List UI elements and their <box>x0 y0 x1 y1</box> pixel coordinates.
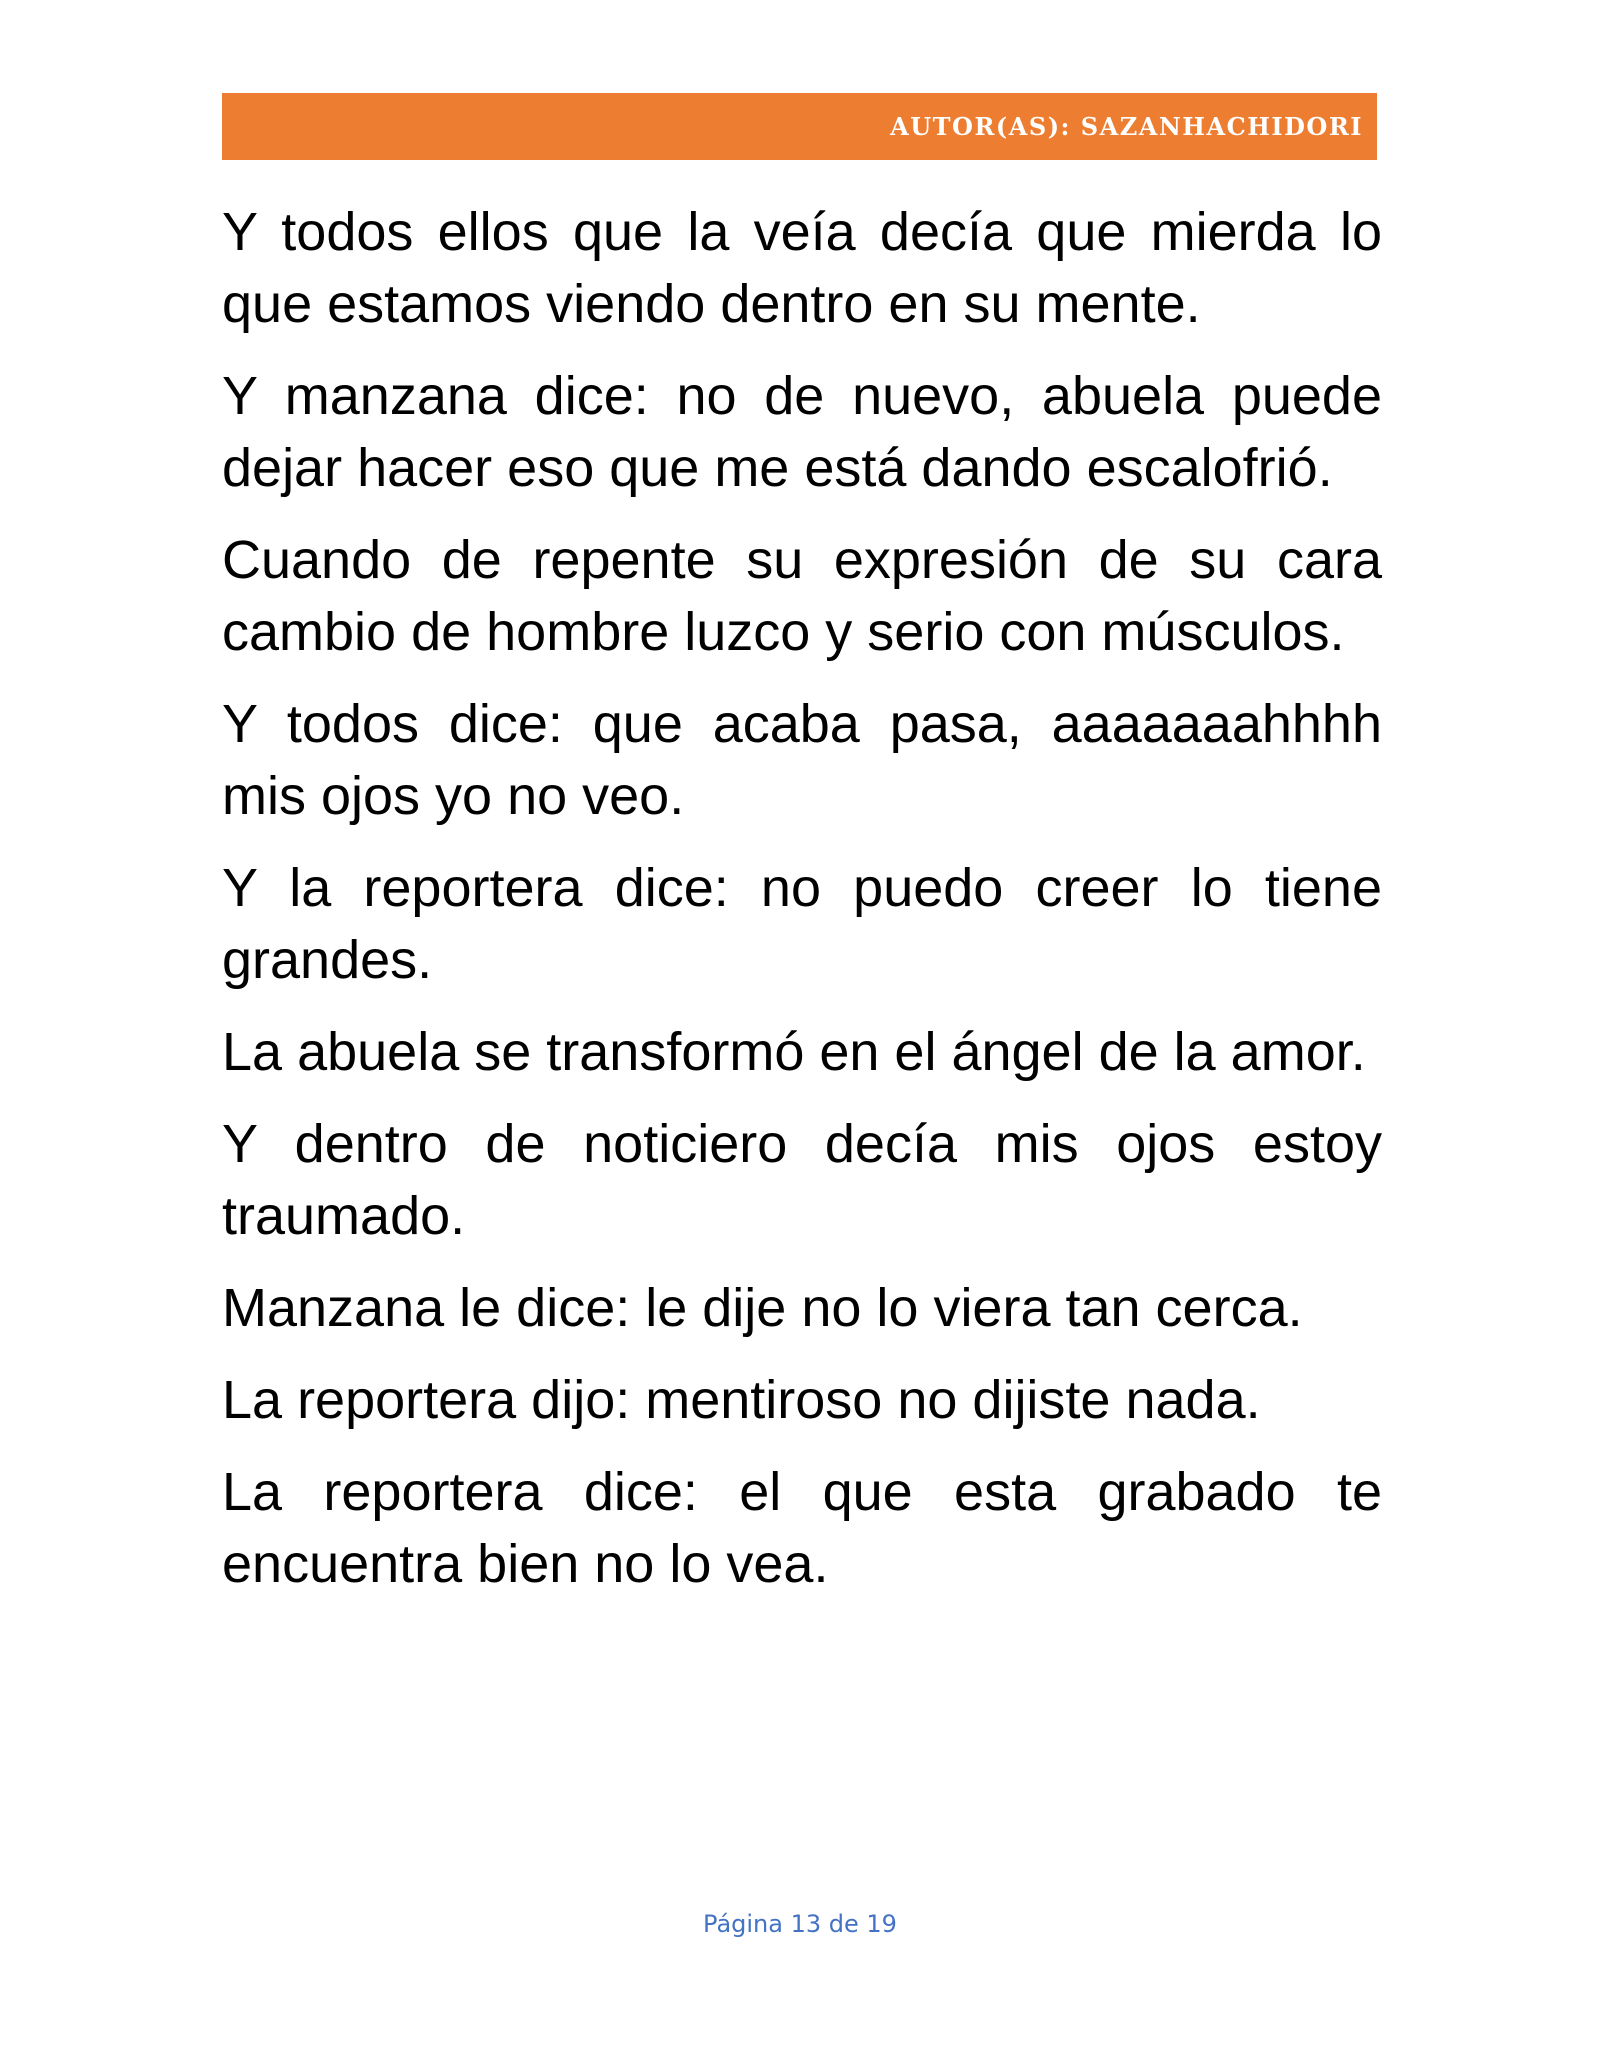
page-number: Página 13 de 19 <box>703 1910 897 1938</box>
paragraph: La reportera dijo: mentiroso no dijiste nada. <box>222 1370 1261 1430</box>
paragraph: Manzana le dice: le dije no lo viera tan cerca. <box>222 1278 1303 1338</box>
paragraph: Y todos ellos que la veía decía que mierda lo que estamos viendo dentro en su mente. <box>222 202 1382 334</box>
paragraph: Y la reportera dice: no puedo creer lo tiene grandes. <box>222 858 1382 990</box>
paragraph: La reportera dice: el que esta grabado te encuentra bien no lo vea. <box>222 1462 1382 1594</box>
paragraph: La abuela se transformó en el ángel de la amor. <box>222 1022 1366 1082</box>
paragraph: Y todos dice: que acaba pasa, aaaaaaahhhh mis ojos yo no veo. <box>222 694 1382 826</box>
story-text <box>222 196 1382 1620</box>
paragraph: Cuando de repente su expresión de su cara cambio de hombre luzco y serio con músculos. <box>222 530 1382 662</box>
paragraph: Y dentro de noticiero decía mis ojos estoy traumado. <box>222 1114 1382 1246</box>
header-band <box>222 93 1377 160</box>
author-label: AUTOR(AS): SAZANHACHIDORI <box>890 112 1363 141</box>
paragraph: Y manzana dice: no de nuevo, abuela puede dejar hacer eso que me está dando escalofrió. <box>222 366 1382 498</box>
